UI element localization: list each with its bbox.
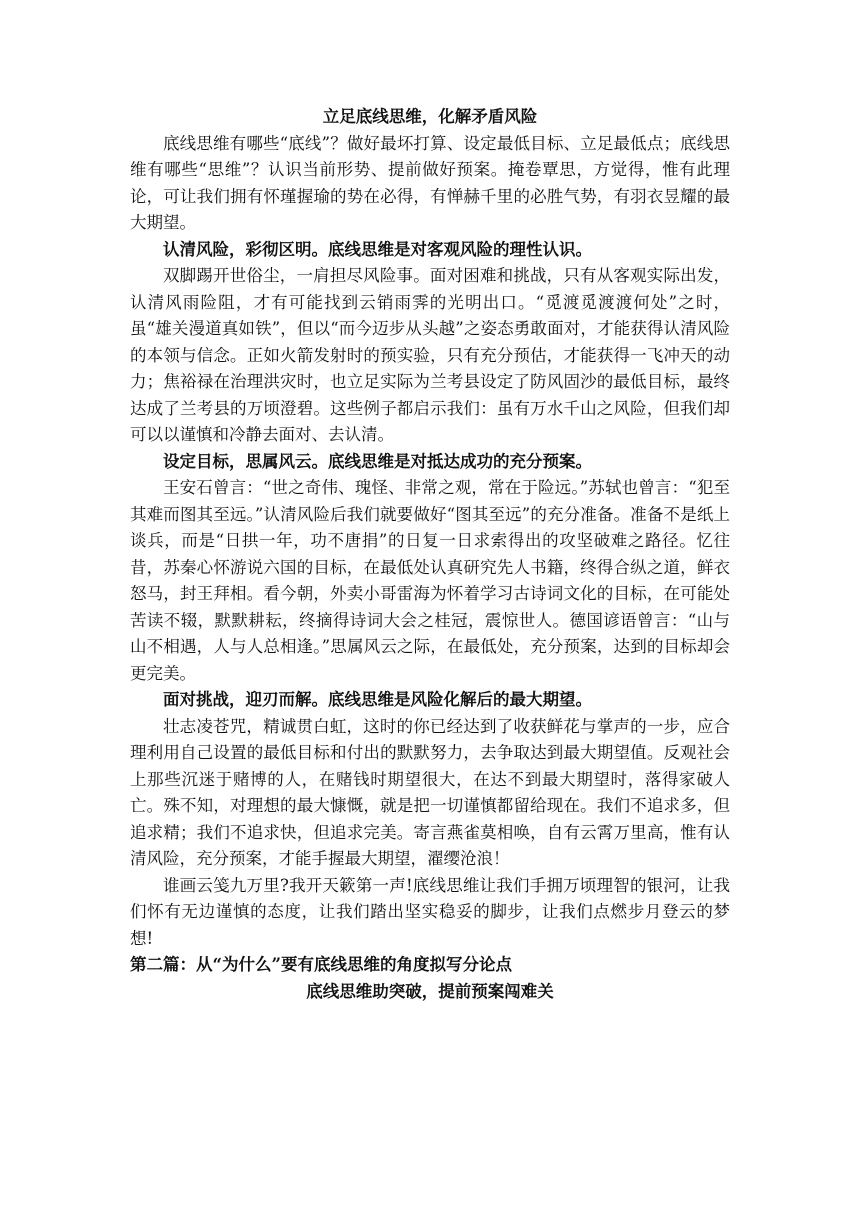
point2-heading: 设定目标，思属风云。底线思维是对抵达成功的充分预案。 [163,451,592,471]
point2-paragraph: 王安石曾言：“世之奇伟、瑰怪、非常之观，常在于险远。”苏轼也曾言：“犯至其难而图其至远。”认清风险后我们就要做好“图其至远”的充分准备。准备不是纸上谈兵，而是“日拱一年，功不唐捐”的日复一日求索得出的攻坚破难之路径。忆往昔，苏秦心怀游说六国的目标，在最低处认真研究先人书籍，终得合纵之道，鲜衣怒马，封王拜相。看今朝，外卖小哥雷海为怀着学习古诗词文化的目标，在可能处苦读不辍，默默耕耘，终摘得诗词大会之桂冠，震惊世人。德国谚语曾言：“山与山不相遇，人与人总相逢。”思属风云之际，在最低处，充分预案，达到的目标却会更完美。 [130,478,730,683]
section2-heading: 第二篇：从“为什么”要有底线思维的角度拟写分论点 [130,955,512,974]
point3-paragraph: 壮志凌苍咒，精诚贯白虹，这时的你已经达到了收获鲜花与掌声的一步，应合理利用自己设置的最低目标和付出的默默努力，去争取达到最大期望值。反观社会上那些沉迷于赌博的人，在赌钱时期望很大，在达不到最大期望时，落得家破人亡。殊不知，对理想的最大慷慨，就是把一切谨慎都留给现在。我们不追求多，但追求精；我们不追求快，但追求完美。寄言燕雀莫相唤，自有云霄万里高，惟有认清风险，充分预案，才能手握最大期望，濯缨沧浪！ [130,716,730,868]
point1-paragraph: 双脚踢开世俗尘，一肩担尽风险事。面对困难和挑战，只有从客观实际出发，认清风雨险阻，才有可能找到云销雨霁的光明出口。“觅渡觅渡渡何处”之时，虽“雄关漫道真如铁”，但以“而今迈步从头越”之姿态勇敢面对，才能获得认清风险的本领与信念。正如火箭发射时的预实验，只有充分预估，才能获得一飞冲天的动力；焦裕禄在治理洪灾时，也立足实际为兰考县设定了防风固沙的最低目标，最终达成了兰考县的万顷澄碧。这些例子都启示我们：虽有万水千山之风险，但我们却可以以谨慎和冷静去面对、去认清。 [130,266,730,444]
document-content [130,104,730,1005]
point3-heading: 面对挑战，迎刃而解。底线思维是风险化解后的最大期望。 [163,690,592,709]
essay-title: 立足底线思维，化解矛盾风险 [322,107,538,126]
intro-paragraph: 底线思维有哪些“底线”？做好最坏打算、设定最低目标、立足最低点；底线思维有哪些“思维”？认识当前形势、提前做好预案。掩卷覃思，方觉得，惟有此理论，可让我们拥有怀瑾握瑜的势在必得，有惮赫千里的必胜气势，有羽衣昱耀的最大期望。 [130,133,730,232]
conclusion-paragraph: 谁画云笺九万里?我开天簌第一声!底线思维让我们手拥万顷理智的银河，让我们怀有无边谨慎的态度，让我们踏出坚实稳妥的脚步，让我们点燃步月登云的梦想! [130,875,730,948]
section2-title: 底线思维助突破，提前预案闯难关 [306,981,554,1001]
point1-heading: 认清风险，彩彻区明。底线思维是对客观风险的理性认识。 [163,239,592,259]
